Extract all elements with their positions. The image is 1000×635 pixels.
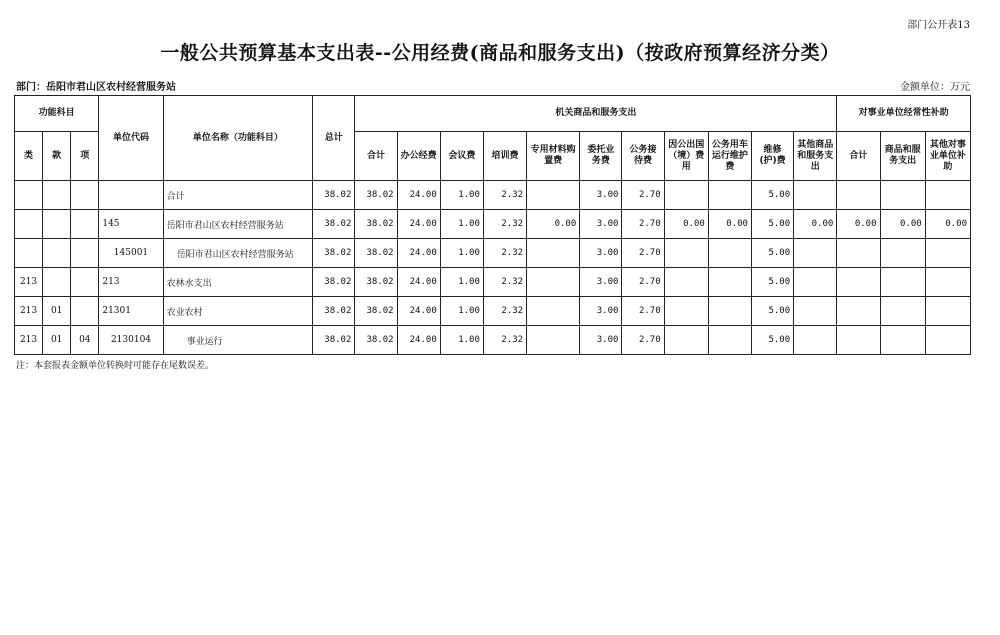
- cell-total: 38.02: [313, 326, 355, 355]
- cell-value: [708, 326, 751, 355]
- cell-value: 2.70: [622, 326, 664, 355]
- cell-kuan: 01: [43, 297, 71, 326]
- cell-value: 1.00: [440, 268, 483, 297]
- header-col: 会议费: [440, 132, 483, 181]
- cell-kuan: 01: [43, 326, 71, 355]
- cell-value: 38.02: [355, 239, 397, 268]
- cell-subsidy: [880, 268, 925, 297]
- cell-value: [527, 268, 580, 297]
- cell-value: 5.00: [751, 268, 793, 297]
- cell-subsidy: 0.00: [925, 210, 970, 239]
- cell-value: 24.00: [397, 326, 440, 355]
- cell-kuan: [43, 181, 71, 210]
- page-title: 一般公共预算基本支出表--公用经费(商品和服务支出)（按政府预算经济分类）: [160, 42, 840, 64]
- header-col: 其他商品和服务支出: [794, 132, 837, 181]
- header-col: 维修(护)费: [751, 132, 793, 181]
- cell-value: 0.00: [794, 210, 837, 239]
- cell-value: 2.70: [622, 297, 664, 326]
- cell-value: 38.02: [355, 326, 397, 355]
- header-unit-name: 单位名称（功能科目）: [163, 96, 313, 181]
- cell-subsidy: [880, 181, 925, 210]
- cell-lei: 213: [15, 268, 43, 297]
- cell-unit-name: 岳阳市君山区农村经营服务站: [163, 210, 313, 239]
- form-number: 部门公开表13: [907, 20, 970, 31]
- cell-value: 38.02: [355, 181, 397, 210]
- header-xiang: 项: [71, 132, 99, 181]
- cell-value: 1.00: [440, 297, 483, 326]
- cell-lei: [15, 210, 43, 239]
- cell-value: 3.00: [580, 239, 622, 268]
- cell-subsidy: [925, 239, 970, 268]
- cell-value: 24.00: [397, 268, 440, 297]
- cell-value: 2.32: [483, 326, 526, 355]
- cell-unit-name: 岳阳市君山区农村经营服务站: [163, 239, 313, 268]
- cell-subsidy: [925, 268, 970, 297]
- cell-value: [794, 268, 837, 297]
- cell-subsidy: [837, 268, 880, 297]
- cell-value: 38.02: [355, 210, 397, 239]
- cell-value: [708, 297, 751, 326]
- cell-xiang: [71, 181, 99, 210]
- cell-unit-name: 农林水支出: [163, 268, 313, 297]
- cell-value: 2.32: [483, 297, 526, 326]
- footnote: 注：本套报表金额单位转换时可能存在尾数误差。: [16, 361, 215, 371]
- cell-unit-code: 21301: [99, 297, 163, 326]
- cell-value: 0.00: [708, 210, 751, 239]
- cell-value: 24.00: [397, 239, 440, 268]
- header-unit-code: 单位代码: [99, 96, 163, 181]
- cell-subsidy: [880, 326, 925, 355]
- header-col: 培训费: [483, 132, 526, 181]
- header-col: 公务用车运行维护费: [708, 132, 751, 181]
- table-row: [15, 210, 971, 239]
- amount-unit-label: 金额单位：万元: [900, 82, 970, 93]
- cell-value: 2.70: [622, 210, 664, 239]
- cell-unit-code: [99, 181, 163, 210]
- cell-subsidy: [837, 326, 880, 355]
- header-sub-col: 商品和服务支出: [880, 132, 925, 181]
- header-col: 合计: [355, 132, 397, 181]
- cell-value: [527, 326, 580, 355]
- cell-value: 2.70: [622, 239, 664, 268]
- cell-value: 1.00: [440, 210, 483, 239]
- header-group-org: 机关商品和服务支出: [355, 96, 837, 132]
- cell-subsidy: [880, 239, 925, 268]
- cell-subsidy: 0.00: [880, 210, 925, 239]
- cell-value: 3.00: [580, 210, 622, 239]
- cell-lei: [15, 181, 43, 210]
- cell-xiang: [71, 297, 99, 326]
- cell-lei: 213: [15, 297, 43, 326]
- cell-kuan: [43, 268, 71, 297]
- cell-value: [794, 326, 837, 355]
- cell-value: [527, 239, 580, 268]
- cell-value: 2.70: [622, 181, 664, 210]
- cell-value: 5.00: [751, 210, 793, 239]
- cell-value: 2.32: [483, 181, 526, 210]
- cell-value: 0.00: [527, 210, 580, 239]
- cell-value: 1.00: [440, 181, 483, 210]
- cell-xiang: [71, 239, 99, 268]
- header-sub-col: 合计: [837, 132, 880, 181]
- cell-value: 1.00: [440, 239, 483, 268]
- cell-value: 2.70: [622, 268, 664, 297]
- cell-kuan: [43, 239, 71, 268]
- cell-value: 5.00: [751, 239, 793, 268]
- cell-value: [664, 297, 708, 326]
- cell-value: [794, 297, 837, 326]
- cell-value: 3.00: [580, 326, 622, 355]
- cell-xiang: [71, 210, 99, 239]
- header-sub-col: 其他对事业单位补助: [925, 132, 970, 181]
- cell-value: 38.02: [355, 297, 397, 326]
- cell-value: [664, 326, 708, 355]
- cell-value: 38.02: [355, 268, 397, 297]
- cell-value: 2.32: [483, 268, 526, 297]
- cell-subsidy: [837, 297, 880, 326]
- cell-value: 3.00: [580, 268, 622, 297]
- header-col: 专用材料购置费: [527, 132, 580, 181]
- cell-value: [708, 268, 751, 297]
- header-col: 因公出国（境）费用: [664, 132, 708, 181]
- table-row: [15, 239, 971, 268]
- cell-value: [527, 181, 580, 210]
- cell-subsidy: [837, 181, 880, 210]
- cell-xiang: [71, 268, 99, 297]
- cell-value: [794, 181, 837, 210]
- header-col: 办公经费: [397, 132, 440, 181]
- table-row: [15, 326, 971, 355]
- cell-subsidy: [925, 326, 970, 355]
- cell-value: 1.00: [440, 326, 483, 355]
- cell-unit-code: 213: [99, 268, 163, 297]
- header-total: 总计: [313, 96, 355, 181]
- cell-unit-code: 145: [99, 210, 163, 239]
- cell-lei: 213: [15, 326, 43, 355]
- cell-value: 5.00: [751, 297, 793, 326]
- cell-value: 2.32: [483, 239, 526, 268]
- cell-xiang: 04: [71, 326, 99, 355]
- header-col: 委托业务费: [580, 132, 622, 181]
- cell-value: 2.32: [483, 210, 526, 239]
- department-label: 部门：岳阳市君山区农村经营服务站: [16, 82, 176, 93]
- cell-subsidy: [837, 239, 880, 268]
- cell-value: 0.00: [664, 210, 708, 239]
- cell-total: 38.02: [313, 181, 355, 210]
- cell-value: 24.00: [397, 181, 440, 210]
- cell-value: [527, 297, 580, 326]
- cell-unit-code: 2130104: [99, 326, 163, 355]
- cell-total: 38.02: [313, 210, 355, 239]
- cell-total: 38.02: [313, 297, 355, 326]
- cell-value: [664, 239, 708, 268]
- cell-unit-name: 事业运行: [163, 326, 313, 355]
- cell-value: [664, 181, 708, 210]
- expenditure-table: [14, 95, 971, 355]
- cell-value: [794, 239, 837, 268]
- cell-subsidy: [925, 297, 970, 326]
- cell-value: 24.00: [397, 210, 440, 239]
- header-func-subject: 功能科目: [15, 96, 99, 132]
- cell-value: [708, 181, 751, 210]
- cell-value: 24.00: [397, 297, 440, 326]
- cell-unit-name: 农业农村: [163, 297, 313, 326]
- table-row: [15, 181, 971, 210]
- cell-value: 3.00: [580, 297, 622, 326]
- cell-subsidy: 0.00: [837, 210, 880, 239]
- cell-unit-code: 145001: [99, 239, 163, 268]
- cell-value: [664, 268, 708, 297]
- table-row: [15, 268, 971, 297]
- cell-subsidy: [880, 297, 925, 326]
- header-lei: 类: [15, 132, 43, 181]
- header-kuan: 款: [43, 132, 71, 181]
- cell-subsidy: [925, 181, 970, 210]
- cell-kuan: [43, 210, 71, 239]
- cell-lei: [15, 239, 43, 268]
- header-col: 公务接待费: [622, 132, 664, 181]
- cell-total: 38.02: [313, 268, 355, 297]
- cell-unit-name: 合计: [163, 181, 313, 210]
- cell-total: 38.02: [313, 239, 355, 268]
- table-row: [15, 297, 971, 326]
- cell-value: [708, 239, 751, 268]
- cell-value: 5.00: [751, 326, 793, 355]
- cell-value: 5.00: [751, 181, 793, 210]
- header-group-subsidy: 对事业单位经常性补助: [837, 96, 971, 132]
- cell-value: 3.00: [580, 181, 622, 210]
